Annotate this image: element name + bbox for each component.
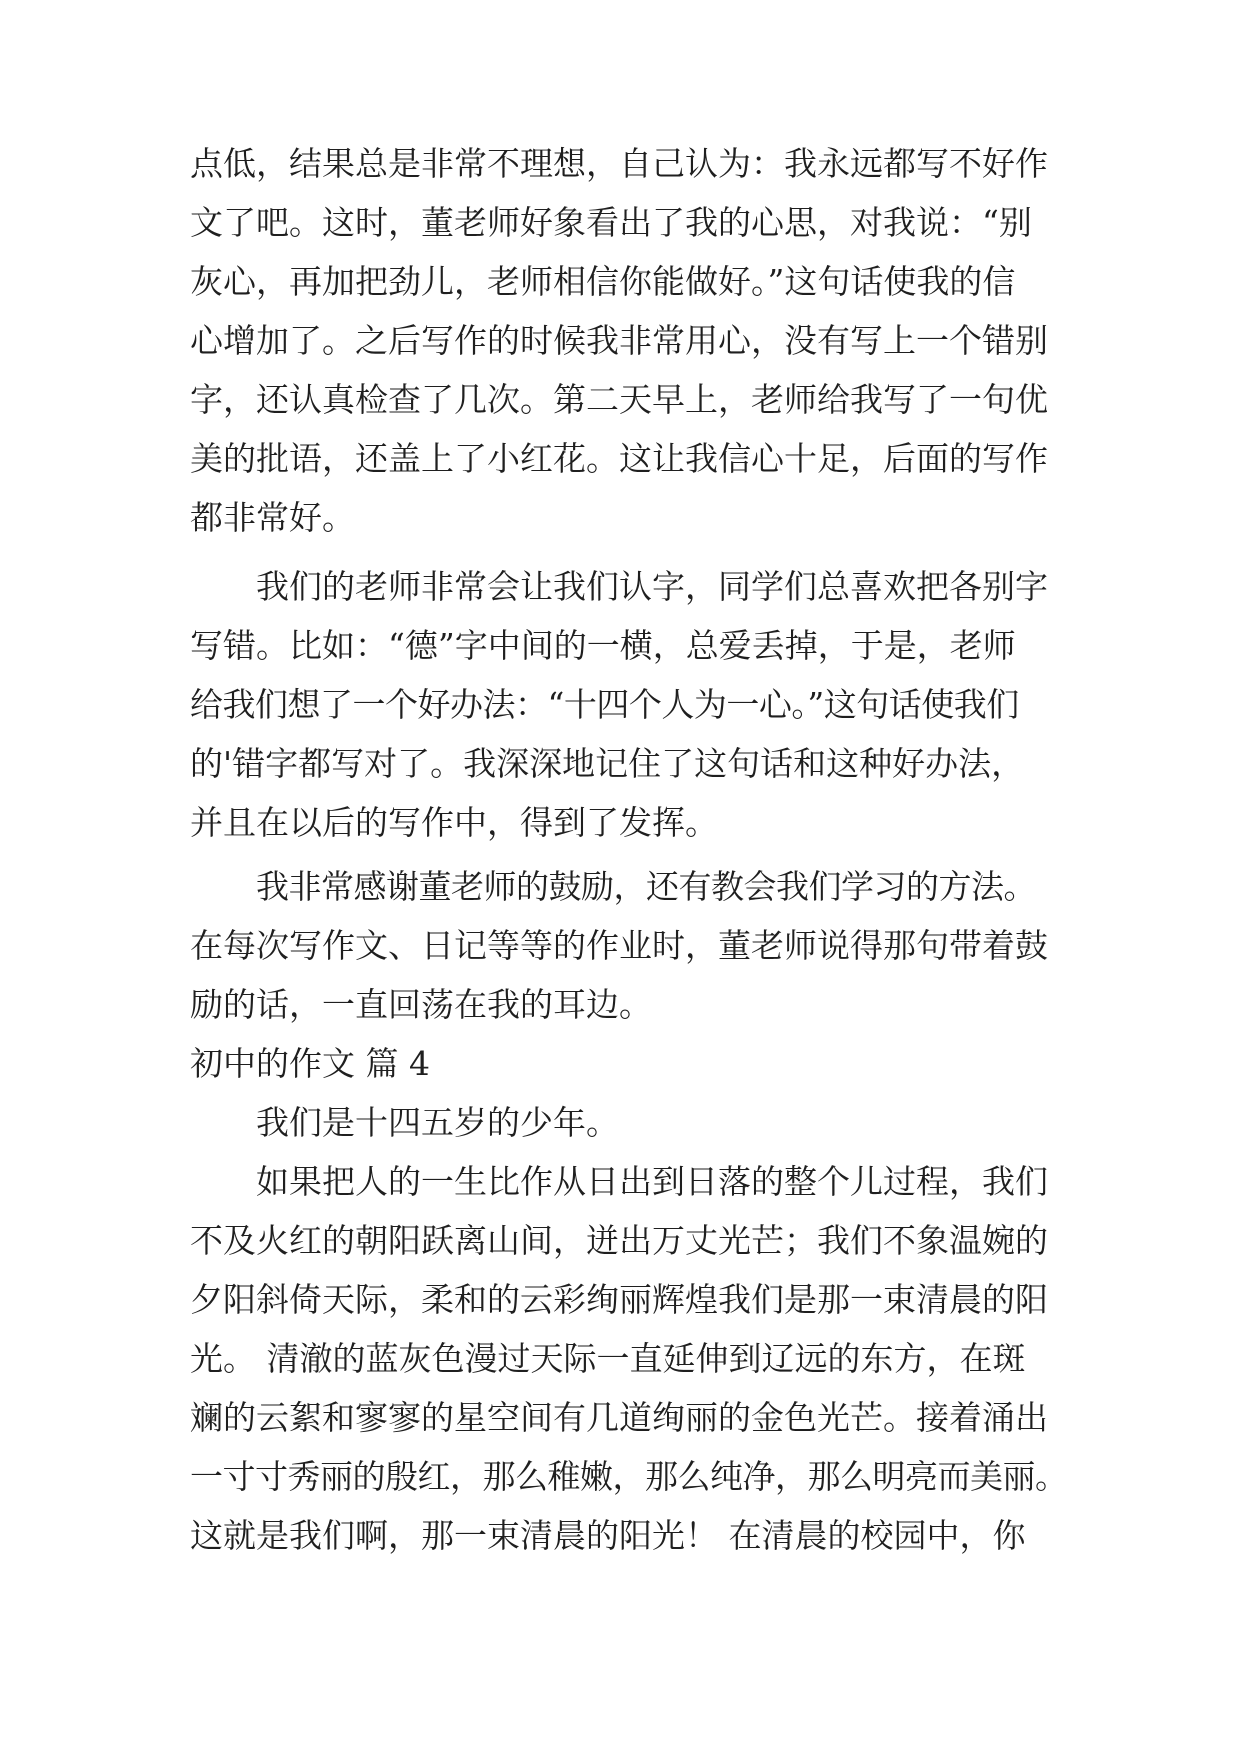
- text-line: 的'错字都写对了。我深深地记住了这句话和这种好办法，: [190, 744, 1025, 783]
- text-line: 给我们想了一个好办法：“十四个人为一心。”这句话使我们: [190, 685, 1019, 724]
- text-line: 夕阳斜倚天际，柔和的云彩绚丽辉煌我们是那一束清晨的阳: [190, 1280, 1048, 1319]
- paragraph-first-line: 如果把人的一生比作从日出到日落的整个儿过程，我们: [256, 1162, 1048, 1201]
- text-line: 灰心，再加把劲儿，老师相信你能做好。”这句话使我的信: [190, 262, 1016, 301]
- text-line: 不及火红的朝阳跃离山间，迸出万丈光芒；我们不象温婉的: [190, 1221, 1048, 1260]
- text-line: 文了吧。这时，董老师好象看出了我的心思，对我说：“别: [190, 203, 1032, 242]
- text-line: 励的话，一直回荡在我的耳边。: [190, 985, 652, 1024]
- text-line: 都非常好。: [190, 498, 355, 537]
- text-line: 斓的云絮和寥寥的星空间有几道绚丽的金色光芒。接着涌出: [190, 1398, 1048, 1437]
- text-line: 心增加了。之后写作的时候我非常用心，没有写上一个错别: [190, 321, 1048, 360]
- text-line: 光。 清澈的蓝灰色漫过天际一直延伸到辽远的东方，在斑: [190, 1339, 1026, 1378]
- text-line: 这就是我们啊，那一束清晨的阳光！ 在清晨的校园中，你: [190, 1516, 1026, 1555]
- paragraph-first-line: 我们的老师非常会让我们认字，同学们总喜欢把各别字: [256, 567, 1048, 606]
- text-line: 一寸寸秀丽的殷红，那么稚嫩，那么纯净，那么明亮而美丽。: [190, 1457, 1068, 1496]
- text-line: 在每次写作文、日记等等的作业时，董老师说得那句带着鼓: [190, 926, 1048, 965]
- text-line: 并且在以后的写作中，得到了发挥。: [190, 803, 718, 842]
- text-line: 写错。比如：“德”字中间的一横，总爱丢掉，于是，老师: [190, 626, 1016, 665]
- text-line: 点低，结果总是非常不理想，自己认为：我永远都写不好作: [190, 144, 1048, 183]
- section-heading: 初中的作文 篇 4: [190, 1044, 430, 1083]
- text-line: 美的批语，还盖上了小红花。这让我信心十足，后面的写作: [190, 439, 1048, 478]
- paragraph-first-line: 我非常感谢董老师的鼓励，还有教会我们学习的方法。: [256, 867, 1036, 906]
- text-line: 字，还认真检查了几次。第二天早上，老师给我写了一句优: [190, 380, 1048, 419]
- paragraph-first-line: 我们是十四五岁的少年。: [256, 1103, 619, 1142]
